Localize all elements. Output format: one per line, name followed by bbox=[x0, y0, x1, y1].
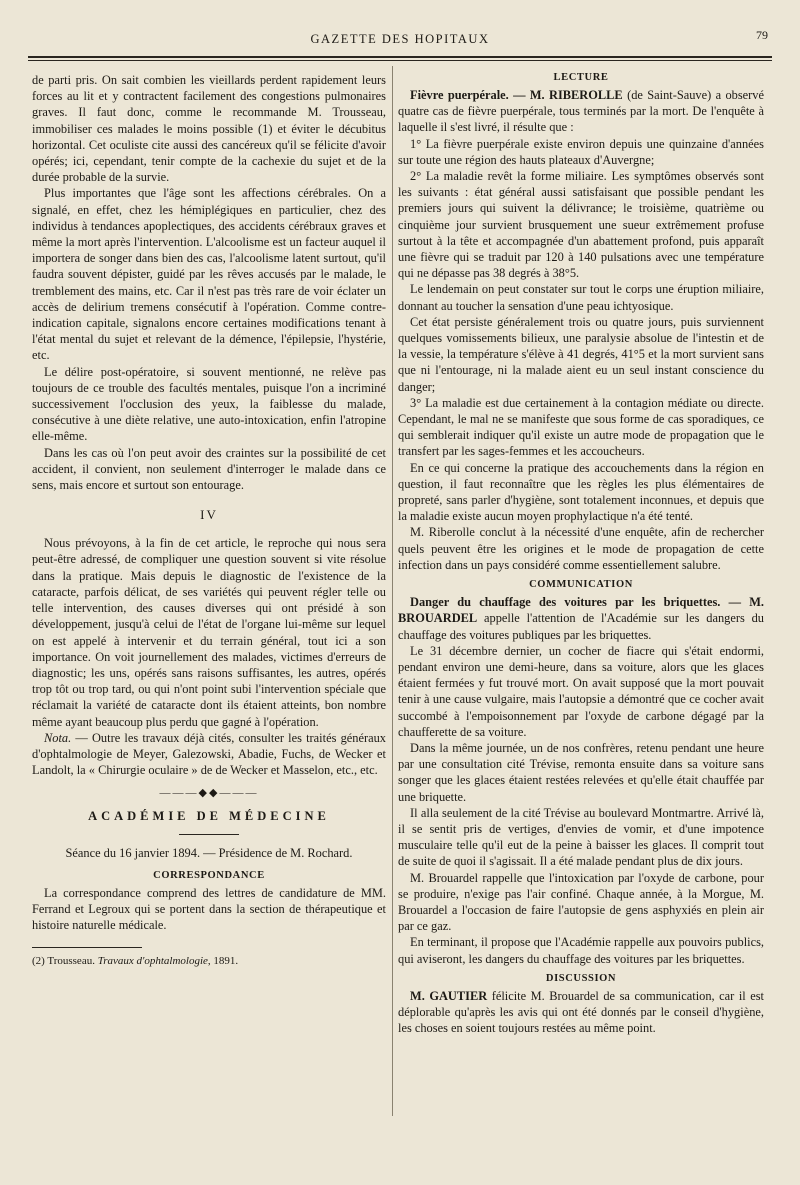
paragraph: de parti pris. On sait combien les vieillards perdent rapidement leurs forces au lit et y contractent facilement des congestions pulmonaires graves. Il faut donc, comme le recommande M. Trousseau, immobiliser ces malades le moins possible (1) et éviter le décubitus horizontal. Cet oculiste cite aussi des cancéreux qu'il se félicite d'avoir opérés; ici, cependant, tenir compte de la cachexie du sujet et de la durée probable de la survie. bbox=[32, 73, 386, 185]
paragraph: Le délire post-opératoire, si souvent mentionné, ne relève pas toujours de ce trouble des facultés mentales, puisque l'on a incriminé successivement l'occlusion des yeux, la faiblesse du malade, consécutive à une diète relative, une auto-intoxication, enfin l'atropine elle-même. bbox=[32, 364, 386, 444]
paragraph: En terminant, il propose que l'Académie rappelle aux pouvoirs publics, qui aviseront, les dangers du chauffage des voitures par les briquettes. bbox=[398, 935, 764, 966]
nota-paragraph bbox=[32, 730, 386, 779]
page-number: 79 bbox=[756, 28, 768, 42]
article-title: Fièvre puerpérale. bbox=[410, 88, 509, 102]
paragraph: En ce qui concerne la pratique des accouchements dans la région en question, il faut reconnaître que les règles les plus élémentaires de propreté, sans parler d'hygiène, sont totalement inconnues, et depuis que la maladie existe aucun moyen prophylactique n'a été tenté. bbox=[398, 460, 764, 524]
page-title: GAZETTE DES HOPITAUX bbox=[310, 32, 490, 46]
paragraph: La correspondance comprend des lettres de candidature de MM. Ferrand et Legroux qui se portent dans la section de thérapeutique et histoire naturelle médicale. bbox=[32, 885, 386, 932]
paragraph: Le lendemain on peut constater sur tout le corps une éruption miliaire, donnant au toucher la sensation d'une peau ichtyosique. bbox=[398, 282, 764, 313]
ornament-divider: ———◆◆——— bbox=[159, 787, 259, 800]
footnote-ref: (2) Trousseau. bbox=[32, 955, 95, 968]
gautier-paragraph bbox=[398, 988, 764, 1037]
paragraph: 3° La maladie est due certainement à la contagion médiate ou directe. Cependant, le mal ne se manifeste que sous forme de cas sporadiques, ce qui semblerait indiquer qu'il existe un autre mode de propagation que le transfert par les sages-femmes et les accoucheurs. bbox=[398, 395, 764, 459]
left-column bbox=[32, 72, 386, 968]
speaker-name: M. GAUTIER bbox=[410, 988, 488, 1003]
footnote bbox=[32, 954, 386, 968]
footnote-title: Travaux d'ophtalmologie bbox=[97, 955, 208, 968]
speaker-text: félicite M. Brouardel de sa communication, car il est déplorable qu'après les avis qui ont été donnés par le conseil d'hygiène, les choses en soient toujours restées au même point. bbox=[398, 988, 764, 1036]
article-intro: appelle l'attention de l'Académie sur les dangers du chauffage des voitures publiques par les briquettes. bbox=[398, 611, 764, 642]
section-heading: IV bbox=[200, 507, 218, 523]
article-author: — M. RIBEROLLE bbox=[508, 88, 623, 102]
paragraph: Cet état persiste généralement trois ou quatre jours, puis surviennent quelques vomissements bilieux, une paralysie absolue de l'intestin et de la vessie, la température s'élève à 41 degrés, 41°5 et la mort survient sans que ni l'entourage, ni la malade aient eu un seul instant conscience du danger; bbox=[398, 314, 764, 394]
paragraph: Il alla seulement de la cité Trévise au boulevard Montmartre. Arrivé là, il se sentit pris de vertiges, d'envies de vomir, et d'une impotence musculaire telle qu'il eut de la peine à baisser les glaces. Il comprit tout de suite de quoi il s'agissait. Il a été malade pendant plus de dix jours. bbox=[398, 805, 764, 869]
paragraph: Plus importantes que l'âge sont les affections cérébrales. On a signalé, en effet, chez les hémiplégiques en particulier, chez des individus à tendances apoplectiques, des accidents cérébraux graves et même la mort après l'intervention. L'alcoolisme est un facteur auquel il importera de songer dans bien des cas, l'alcoolisme latent surtout, qu'il faudra souvent dépister, guidé par les rêves accusés par le malade, le tremblement des mains, etc. Car il n'est pas très rare de voir éclater un accès de delirium tremens consécutif à l'opération. Comme contre-indication capitale, signalons encore certaines modifications tenant à l'état mental du sujet et relevant de la démence, l'épilepsie, l'hystérie, etc. bbox=[32, 186, 386, 363]
paragraph: 1° La fièvre puerpérale existe environ depuis une quinzaine d'années sur toute une région des hauts plateaux d'Auvergne; bbox=[398, 136, 764, 167]
nota-text: — Outre les travaux déjà cités, consulter les traités généraux d'ophtalmologie de Meyer, Galezowski, Abadie, Fuchs, de Wecker et Landolt, la « Chirurgie oculaire » de de Wecker et Masselon, etc., etc. bbox=[32, 730, 386, 778]
article-title: Danger du chauffage des voitures par les briquettes. bbox=[410, 595, 721, 610]
article-author: — M. BROUARDEL bbox=[398, 595, 764, 626]
page-header bbox=[0, 28, 800, 50]
header-rule bbox=[28, 56, 772, 58]
academy-heading: ACADÉMIE DE MÉDECINE bbox=[88, 809, 330, 824]
article-intro: (de Saint-Sauve) a observé quatre cas de fièvre puerpérale, tous terminés par la mort. De l'enquête à laquelle il s'est livré, il résulte que : bbox=[398, 88, 764, 135]
header-rule-thin bbox=[28, 60, 772, 61]
nota-label: Nota. bbox=[44, 730, 72, 745]
correspondance-heading: CORRESPONDANCE bbox=[153, 869, 265, 881]
paragraph: Le 31 décembre dernier, un cocher de fiacre qui s'était endormi, pendant environ une demi-heure, dans sa voiture, alors que les glaces étaient fermées y fut trouvé mort. On avait supposé que la mort pouvait tenir à une cause vulgaire, mais l'autopsie a démontré que ce cocher avait succombé à l'empoisonnement par l'oxyde de carbone dégagé par la chaufferette de sa voiture. bbox=[398, 643, 764, 739]
footnote-year: , 1891. bbox=[207, 955, 239, 968]
right-column bbox=[398, 72, 764, 1036]
communication-heading: COMMUNICATION bbox=[529, 579, 633, 591]
paragraph: 2° La maladie revêt la forme miliaire. Les symptômes observés sont les suivants : état général aussi satisfaisant que possible pendant les premiers jours qui suivent la délivrance; le troisième, quatrième ou cinquième jour survient brusquement une sueur extrêmement profuse surtout à la tête et accompagnée d'un abattement profond, puis apparaît une fièvre qui se traduit par 120 à 140 pulsations avec une température qui ne dépasse pas 38 degrés à 38°5. bbox=[398, 169, 764, 281]
paragraph: M. Brouardel rappelle que l'intoxication par l'oxyde de carbone, pour se produire, n'exige pas l'air confiné. Chaque année, à la Morgue, M. Brouardel a l'occasion de faire l'autopsie de gens asphyxiés en plein air par ce gaz. bbox=[398, 870, 764, 934]
paragraph: Dans la même journée, un de nos confrères, retenu pendant une heure par une consultation cité Trévise, remonta ensuite dans sa voiture sans songer que les glaces étaient restées relevées et qu'elle était chauffée par une briquette. bbox=[398, 740, 764, 804]
lecture-heading: LECTURE bbox=[553, 72, 609, 83]
paragraph: Nous prévoyons, à la fin de cet article, le reproche qui nous sera peut-être adressé, de compliquer une question souvent si vite résolue dans la pratique. Mais depuis le diagnostic de l'existence de la cataracte, parfois délicat, de ses variétés qui peuvent régler telle ou telle intervention, des causes diverses qui ont présidé à son développement, jusqu'à celui de l'état de l'organe lui-même sur lequel on est appelé à intervenir et du terrain général, tout ici a son importance. On voit journellement des malades, victimes d'erreurs de diagnostic; les uns, opérés sans raisons suffisantes, les autres, opérés trop tôt ou trop tard, ou qui n'ont point subi l'intervention spéciale que réclamait la variété de cataracte dont ils étaient atteints, bon nombre même ayant beaucoup plus perdu que gagné à l'opération. bbox=[32, 536, 386, 729]
paragraph: M. Riberolle conclut à la nécessité d'une enquête, afin de rechercher quels peuvent être les origines et le mode de propagation de cette infection dans un pays considéré comme essentiellement salubre. bbox=[398, 525, 764, 572]
discussion-heading: DISCUSSION bbox=[545, 972, 617, 984]
column-divider bbox=[392, 66, 393, 1116]
short-rule bbox=[179, 834, 239, 835]
footnote-rule bbox=[32, 947, 142, 948]
danger-intro bbox=[398, 594, 764, 643]
paragraph: Dans les cas où l'on peut avoir des craintes sur la possibilité de cet accident, il convient, non seulement d'interroger le malade dans ce sens, mais encore et surtout son entourage. bbox=[32, 445, 386, 493]
session-line: Séance du 16 janvier 1894. — Présidence de M. Rochard. bbox=[65, 846, 353, 861]
fievre-intro bbox=[398, 87, 764, 136]
